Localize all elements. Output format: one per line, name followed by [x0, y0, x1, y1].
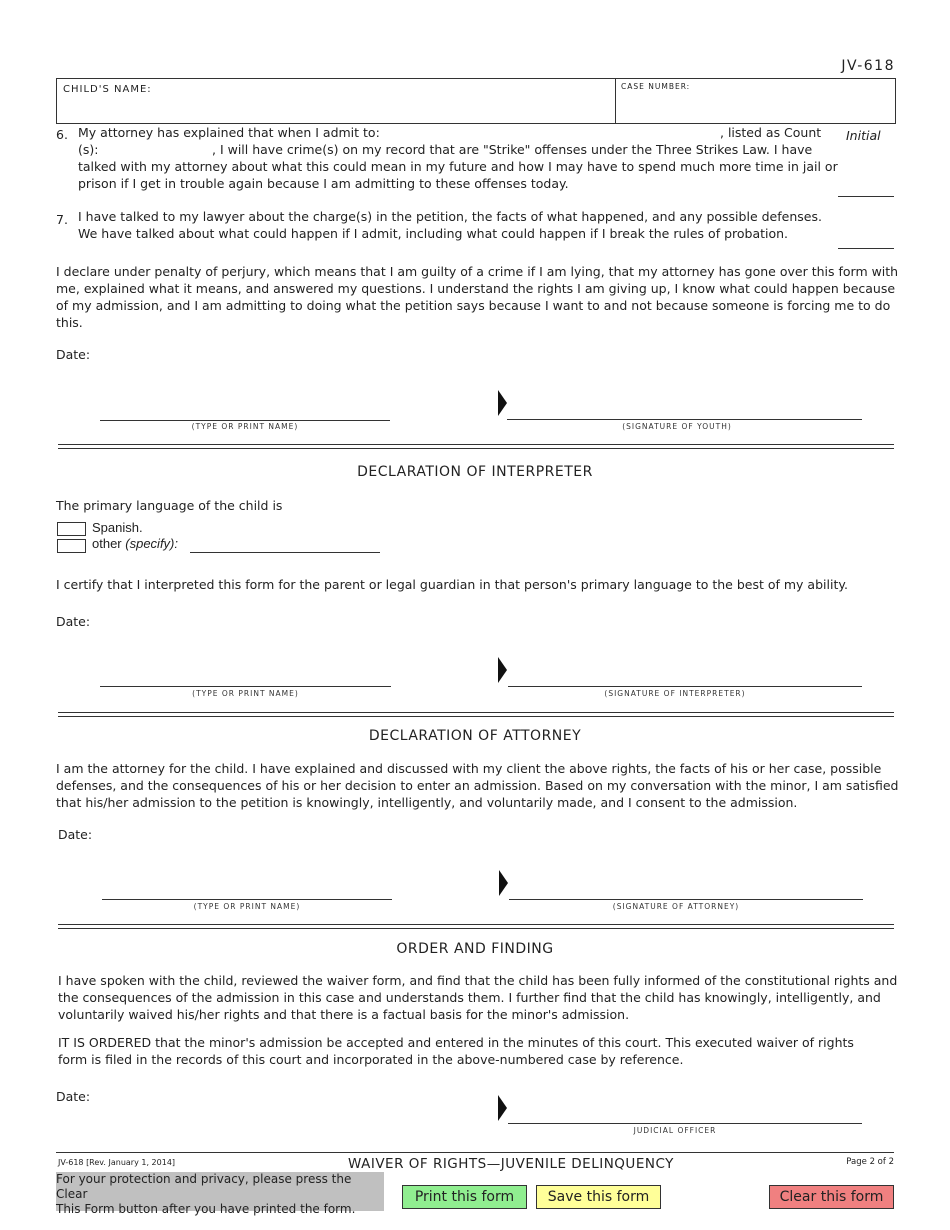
other-label [92, 536, 178, 551]
case-number-field[interactable] [616, 79, 895, 123]
privacy-notice [56, 1172, 384, 1216]
footer-page: Page 2 of 2 [846, 1157, 894, 1167]
footer-title: WAIVER OF RIGHTS—JUVENILE DELINQUENCY [348, 1156, 674, 1172]
order-p2-line1: IT IS ORDERED that the minor's admission be accepted and entered in the minutes of this court. This executed waiver of rights [58, 1035, 854, 1050]
declaration-line2: me, explained what it means, and answered my questions. I understand the rights I am giving up, I know what could happen because [56, 281, 896, 296]
interpreter-date-label: Date: [56, 614, 91, 629]
child-name-field[interactable] [57, 79, 616, 123]
interpreter-certify: I certify that I interpreted this form for the parent or legal guardian in that person's primary language to the best of my ability. [56, 577, 848, 592]
interpreter-name-line[interactable] [100, 686, 391, 687]
case-number-label: CASE NUMBER: [621, 82, 691, 91]
declaration-line1: I declare under penalty of perjury, which means that I am guilty of a crime if I am lying, that my attorney has gone over this form with [56, 264, 899, 279]
admit-to-field[interactable] [372, 124, 717, 140]
youth-signature-line[interactable] [507, 419, 862, 420]
item-7-line1: I have talked to my lawyer about the charge(s) in the petition, the facts of what happened, and any possible defenses. [78, 209, 822, 224]
attorney-signature-line[interactable] [509, 899, 863, 900]
declaration-line3: of my admission, and I am admitting to doing what the petition says because I want to and not because someone is forcing me to do [56, 298, 891, 313]
item-6-line2a: (s): [78, 142, 99, 157]
header-box [56, 78, 896, 124]
privacy-line1: For your protection and privacy, please press the Clear [56, 1172, 352, 1201]
attorney-date-label: Date: [58, 827, 93, 842]
order-p1-line1: I have spoken with the child, reviewed the waiver form, and find that the child has been fully informed of the constitutional rights and [58, 973, 898, 988]
item-6-number: 6. [56, 127, 68, 142]
print-button[interactable]: Print this form [402, 1185, 527, 1209]
attorney-line3: that his/her admission to the petition is knowingly, intelligently, and voluntarily made, and I consent to the admission. [56, 795, 798, 810]
item-7-line2: We have talked about what could happen if I admit, including what could happen if I break the rules of probation. [78, 226, 789, 241]
attorney-sign-arrow-icon [499, 870, 508, 896]
item-6-line1b: , listed as Count [720, 125, 822, 140]
other-text: other [92, 536, 122, 551]
judicial-sign-arrow-icon [498, 1095, 507, 1121]
interpreter-signature-caption: (SIGNATURE OF INTERPRETER) [604, 689, 746, 698]
item-6-line3: talked with my attorney about what this could mean in my future and how I may have to spend much more time in jail or [78, 159, 838, 174]
judicial-signature-line[interactable] [508, 1123, 862, 1124]
judicial-officer-caption: JUDICIAL OFFICER [633, 1126, 717, 1135]
attorney-line2: defenses, and the consequences of his or her decision to enter an admission. Based on my conversation with the minor, I am satisfied [56, 778, 899, 793]
interpreter-name-caption: (TYPE OR PRINT NAME) [192, 689, 299, 698]
youth-name-line[interactable] [100, 420, 390, 421]
language-intro: The primary language of the child is [56, 498, 283, 513]
count-field[interactable] [102, 141, 210, 157]
declaration-line4: this. [56, 315, 83, 330]
attorney-line1: I am the attorney for the child. I have explained and discussed with my client the above rights, the facts of his or her case, possible [56, 761, 882, 776]
order-divider [58, 924, 894, 929]
initial-line-7[interactable] [838, 248, 894, 249]
initial-label: Initial [846, 128, 881, 143]
order-p1-line2: the consequences of the admission in this case and understands them. I further find that the child has knowingly, intelligently, and [58, 990, 881, 1005]
interpreter-signature-line[interactable] [508, 686, 862, 687]
save-button[interactable]: Save this form [536, 1185, 661, 1209]
youth-signature-caption: (SIGNATURE OF YOUTH) [622, 422, 732, 431]
youth-name-caption: (TYPE OR PRINT NAME) [191, 422, 299, 431]
other-language-checkbox[interactable] [57, 539, 86, 553]
footer-rule [56, 1152, 894, 1153]
other-specify-text: (specify): [125, 536, 178, 551]
spanish-label: Spanish. [92, 520, 143, 535]
attorney-heading: DECLARATION OF ATTORNEY [368, 728, 582, 744]
attorney-divider [58, 712, 894, 717]
item-6-line2b: , I will have crime(s) on my record that are "Strike" offenses under the Three Strikes Law. I have [212, 142, 813, 157]
footer-rev: JV-618 [Rev. January 1, 2014] [58, 1158, 176, 1167]
order-p2-line2: form is filed in the records of this court and incorporated in the above-numbered case by reference. [58, 1052, 684, 1067]
item-6-line1a: My attorney has explained that when I admit to: [78, 125, 380, 140]
order-p1-line3: voluntarily waived his/her rights and that there is a factual basis for the minor's admission. [58, 1007, 630, 1022]
child-name-label: CHILD'S NAME: [63, 84, 152, 95]
order-heading: ORDER AND FINDING [396, 941, 554, 957]
interpreter-sign-arrow-icon [498, 657, 507, 683]
spanish-checkbox[interactable] [57, 522, 86, 536]
order-date-label: Date: [56, 1089, 91, 1104]
attorney-name-caption: (TYPE OR PRINT NAME) [193, 902, 301, 911]
form-id: JV-618 [841, 58, 895, 74]
interpreter-heading: DECLARATION OF INTERPRETER [357, 464, 593, 480]
item-7-number: 7. [56, 212, 68, 227]
privacy-line2: This Form button after you have printed the form. [56, 1202, 356, 1216]
initial-line-6[interactable] [838, 196, 894, 197]
attorney-name-line[interactable] [102, 899, 392, 900]
clear-button[interactable]: Clear this form [769, 1185, 894, 1209]
interpreter-divider [58, 444, 894, 449]
declaration-date-label: Date: [56, 347, 91, 362]
youth-sign-arrow-icon [498, 390, 507, 416]
other-language-field[interactable] [190, 552, 380, 553]
attorney-signature-caption: (SIGNATURE OF ATTORNEY) [612, 902, 740, 911]
item-6-line4: prison if I get in trouble again because I am admitting to these offenses today. [78, 176, 569, 191]
